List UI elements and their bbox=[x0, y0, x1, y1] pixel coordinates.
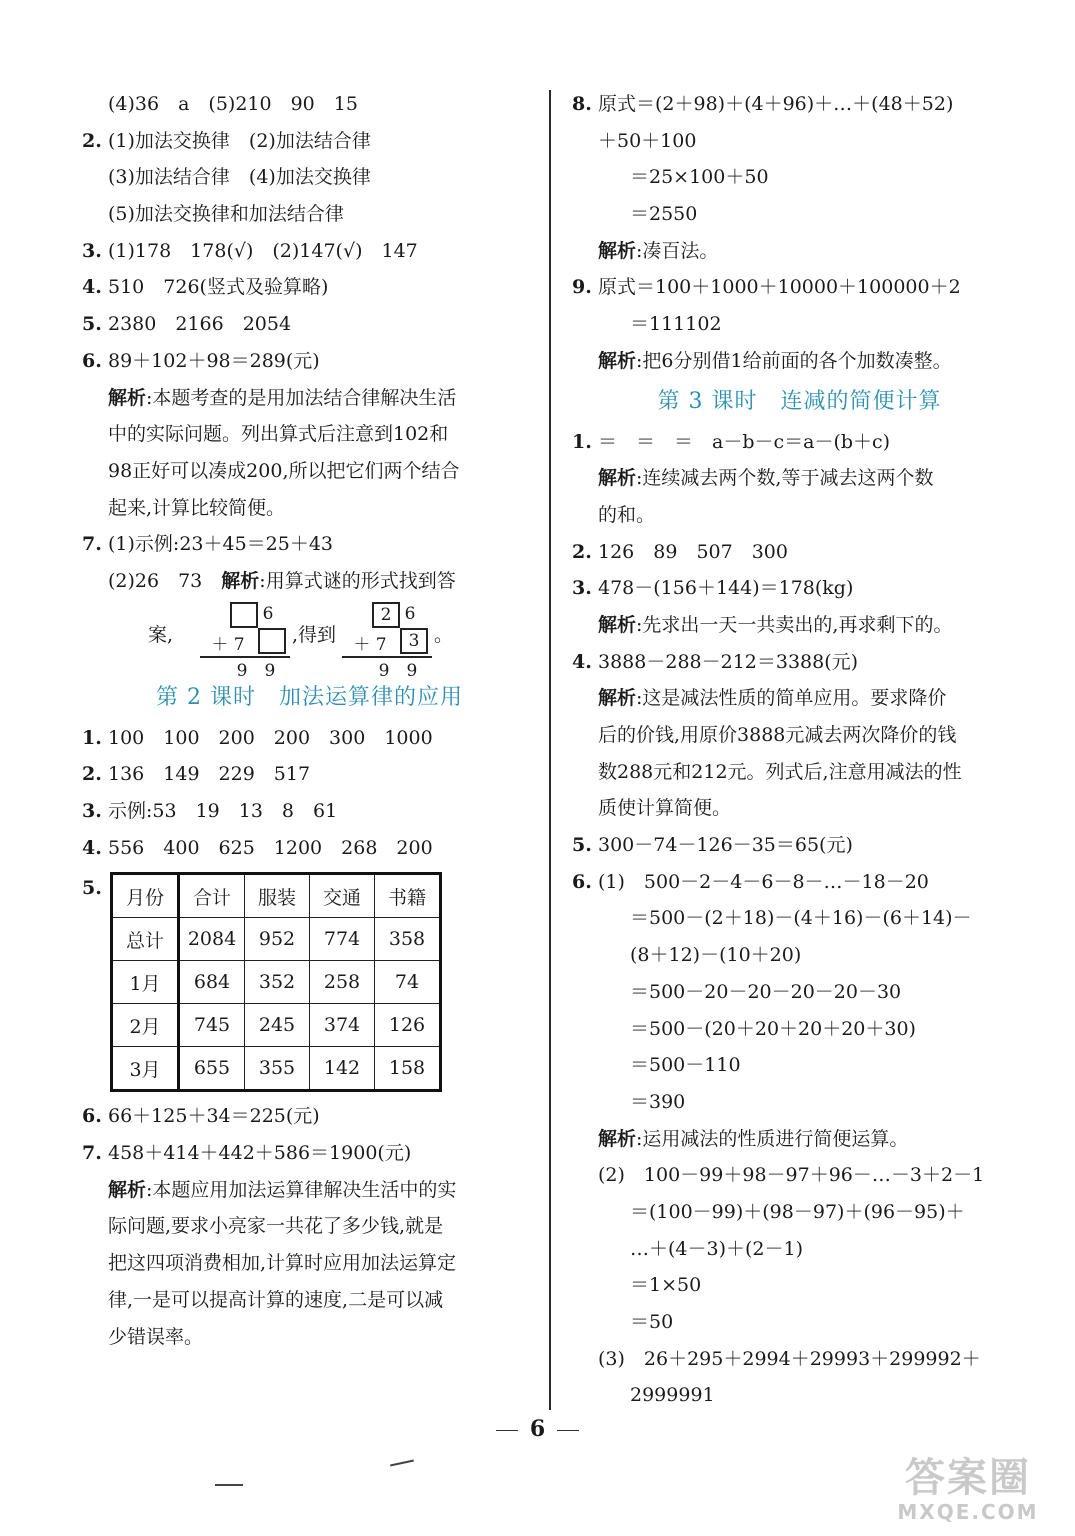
table-cell: 774 bbox=[310, 918, 375, 961]
question-number: 9. bbox=[572, 276, 592, 299]
answer-line bbox=[572, 754, 1027, 791]
table-cell: 952 bbox=[245, 918, 310, 961]
answer-line bbox=[82, 196, 537, 233]
answer-line bbox=[82, 306, 537, 343]
table-cell: 684 bbox=[179, 961, 245, 1004]
answer-line bbox=[572, 827, 1027, 864]
watermark-bottom: MXQE.COM bbox=[897, 1500, 1039, 1524]
stray-mark-2 bbox=[390, 1460, 414, 1467]
answer-line bbox=[82, 1319, 537, 1356]
answer-text: 解析:本题应用加法运算律解决生活中的实 bbox=[108, 1178, 457, 1201]
question-number: 3. bbox=[82, 239, 102, 262]
table-cell: 158 bbox=[375, 1047, 441, 1091]
answer-text: 解析:连续减去两个数,等于减去这两个数 bbox=[598, 467, 934, 490]
table-row bbox=[112, 1047, 441, 1091]
table-cell: 126 bbox=[375, 1004, 441, 1047]
answer-text: 原式＝(2＋98)＋(4＋96)＋…＋(48＋52) bbox=[598, 93, 954, 115]
vadd-plus-digit-2: ＋ 7 bbox=[353, 634, 387, 655]
answer-text: 126 89 507 300 bbox=[598, 540, 788, 563]
page-dash-left bbox=[496, 1430, 518, 1431]
table-cell: 258 bbox=[310, 961, 375, 1004]
answer-text: 解析:这是减法性质的简单应用。要求降价 bbox=[598, 687, 947, 710]
answer-text: 把这四项消费相加,计算时应用加法运算定 bbox=[108, 1252, 457, 1275]
right-answers-part2 bbox=[572, 424, 1027, 1415]
table-header-row bbox=[112, 874, 441, 918]
answer-line bbox=[572, 269, 1027, 306]
answer-text: 解析:把6分别借1给前面的各个加数凑整。 bbox=[598, 349, 952, 372]
answer-line bbox=[572, 196, 1027, 233]
vadd-middle: ,得到 bbox=[292, 623, 337, 646]
answer-text: ＝500－(20＋20＋20＋20＋30) bbox=[630, 1017, 916, 1040]
answer-text: 中的实际问题。列出算式后注意到102和 bbox=[108, 423, 449, 446]
watermark-logo bbox=[883, 1456, 1053, 1524]
answer-line bbox=[82, 563, 537, 600]
answer-line bbox=[82, 380, 537, 417]
question-number: 4. bbox=[82, 276, 102, 299]
vadd-top-digit-2: 6 bbox=[404, 603, 416, 624]
watermark-top: 答案圈 bbox=[905, 1455, 1031, 1501]
table-cell: 书籍 bbox=[375, 874, 441, 918]
answer-line bbox=[572, 1267, 1027, 1304]
answer-text: 少错误率。 bbox=[108, 1325, 204, 1348]
answer-text: (1)加法交换律 (2)加法结合律 bbox=[108, 129, 371, 152]
table-cell: 74 bbox=[375, 961, 441, 1004]
answer-text: 100 100 200 200 300 1000 bbox=[108, 726, 433, 749]
answer-text: 98正好可以凑成200,所以把它们两个结合 bbox=[108, 459, 460, 482]
answer-text: 际问题,要求小亮家一共花了多少钱,就是 bbox=[108, 1215, 444, 1238]
table-cell: 月份 bbox=[112, 874, 179, 918]
answer-line bbox=[82, 1172, 537, 1209]
question-number: 4. bbox=[82, 836, 102, 859]
answer-line bbox=[572, 1341, 1027, 1378]
vadd-result-2: 9 9 bbox=[378, 660, 418, 681]
answer-line bbox=[82, 86, 537, 123]
answer-line bbox=[82, 269, 537, 306]
answer-line bbox=[82, 490, 537, 527]
vadd-result: 9 9 bbox=[236, 660, 276, 681]
answer-line bbox=[572, 974, 1027, 1011]
answer-text: ＝500－(2＋18)－(4＋16)－(6＋14)－ bbox=[630, 907, 972, 930]
answer-line bbox=[572, 343, 1027, 380]
section-title-lesson2: 第 2 课时 加法运算律的应用 bbox=[156, 684, 463, 710]
stray-mark bbox=[215, 1484, 243, 1486]
answer-text: 律,一是可以提高计算的速度,二是可以减 bbox=[108, 1288, 444, 1311]
answer-text: 300－74－126－35＝65(元) bbox=[598, 834, 853, 857]
question-number: 8. bbox=[572, 93, 592, 115]
table-question-number: 5. bbox=[82, 877, 102, 900]
answer-line bbox=[572, 1377, 1027, 1414]
right-answers-part1 bbox=[572, 86, 1027, 380]
answer-text: (3) 26＋295＋2994＋29993＋299992＋ bbox=[598, 1347, 981, 1370]
answer-line bbox=[572, 159, 1027, 196]
answer-line bbox=[572, 607, 1027, 644]
answer-line bbox=[572, 864, 1027, 901]
question-number: 7. bbox=[82, 533, 102, 556]
answer-text: 478－(156＋144)＝178(kg) bbox=[598, 577, 854, 600]
column-divider bbox=[549, 90, 551, 1410]
answer-line bbox=[572, 1011, 1027, 1048]
answer-line bbox=[572, 424, 1027, 461]
answer-line bbox=[572, 534, 1027, 571]
answer-line bbox=[572, 644, 1027, 681]
answer-text: ＝25×100＋50 bbox=[630, 166, 769, 189]
table-row bbox=[112, 918, 441, 961]
question-number: 6. bbox=[82, 349, 102, 372]
answer-text: 解析:运用减法的性质进行简便运算。 bbox=[598, 1127, 909, 1150]
answer-text: 原式＝100＋1000＋10000＋100000＋2 bbox=[598, 276, 961, 299]
question-number: 4. bbox=[572, 650, 592, 673]
table-cell: 3月 bbox=[112, 1047, 179, 1091]
question-number: 1. bbox=[572, 430, 592, 453]
question-number: 1. bbox=[82, 726, 102, 749]
answer-text: 数288元和212元。列式后,注意用减法的性 bbox=[598, 760, 962, 783]
answer-line bbox=[82, 453, 537, 490]
answer-line bbox=[572, 1084, 1027, 1121]
left-answers-part2 bbox=[82, 720, 537, 867]
answer-line bbox=[82, 416, 537, 453]
answer-line bbox=[82, 1208, 537, 1245]
answer-line bbox=[82, 159, 537, 196]
answer-line bbox=[572, 937, 1027, 974]
answer-line bbox=[82, 343, 537, 380]
answer-text: ＝500－20－20－20－20－30 bbox=[630, 980, 902, 1003]
table-row bbox=[112, 961, 441, 1004]
question-number: 2. bbox=[82, 129, 102, 152]
answer-text: 的和。 bbox=[598, 503, 656, 526]
table-cell: 655 bbox=[179, 1047, 245, 1091]
answer-text: …＋(4－3)＋(2－1) bbox=[630, 1237, 804, 1260]
answer-line bbox=[82, 526, 537, 563]
table-cell: 交通 bbox=[310, 874, 375, 918]
answer-line bbox=[572, 717, 1027, 754]
question-number: 7. bbox=[82, 1142, 102, 1165]
question-number: 3. bbox=[572, 577, 592, 600]
answer-line bbox=[572, 1047, 1027, 1084]
answer-text: ＝390 bbox=[630, 1090, 686, 1113]
answer-line bbox=[572, 306, 1027, 343]
answer-text: (2) 100－99＋98－97＋96－…－3＋2－1 bbox=[598, 1164, 985, 1187]
vadd-suffix: 。 bbox=[434, 623, 454, 646]
answer-text: 510 726(竖式及验算略) bbox=[108, 276, 329, 299]
left-answers-part1 bbox=[82, 86, 537, 600]
left-column bbox=[82, 86, 537, 1355]
answer-line bbox=[82, 1282, 537, 1319]
page-dash-right bbox=[557, 1430, 579, 1431]
table-cell: 1月 bbox=[112, 961, 179, 1004]
answer-line bbox=[572, 123, 1027, 160]
answer-text: 示例:53 19 13 8 61 bbox=[108, 800, 338, 822]
answer-line bbox=[572, 86, 1027, 123]
answer-line bbox=[572, 460, 1027, 497]
answer-text: ＝111102 bbox=[630, 313, 722, 336]
vadd-top-digit: 6 bbox=[262, 603, 274, 624]
answer-text: 136 149 229 517 bbox=[108, 763, 311, 786]
answer-line bbox=[82, 1098, 537, 1135]
page-number bbox=[0, 1416, 1075, 1442]
vadd-prefix: 案, bbox=[148, 623, 174, 646]
answer-text: (1) 500－2－4－6－8－…－18－20 bbox=[598, 870, 929, 893]
table-cell: 合计 bbox=[179, 874, 245, 918]
answer-text: (1)示例:23＋45＝25＋43 bbox=[108, 533, 334, 556]
table-cell: 745 bbox=[179, 1004, 245, 1047]
answer-text: 起来,计算比较简便。 bbox=[108, 496, 286, 519]
answer-text: ＋50＋100 bbox=[598, 129, 697, 152]
question-number: 6. bbox=[572, 870, 592, 893]
answer-text: 质使计算简便。 bbox=[598, 797, 732, 820]
answer-text: 解析:先求出一天一共卖出的,再求剩下的。 bbox=[598, 613, 953, 636]
answer-text: (2)26 73 解析:用算式谜的形式找到答 bbox=[108, 569, 456, 592]
answer-line bbox=[572, 680, 1027, 717]
question-number: 3. bbox=[82, 800, 102, 822]
table-cell: 355 bbox=[245, 1047, 310, 1091]
answer-text: (8＋12)－(10＋20) bbox=[630, 944, 802, 967]
empty-box-top bbox=[230, 602, 258, 628]
answer-line bbox=[82, 123, 537, 160]
table-cell: 352 bbox=[245, 961, 310, 1004]
answer-line bbox=[572, 233, 1027, 270]
answer-line bbox=[572, 497, 1027, 534]
answer-text: ＝50 bbox=[630, 1311, 674, 1333]
expense-table bbox=[110, 872, 442, 1092]
table-row bbox=[112, 1004, 441, 1047]
right-column bbox=[572, 86, 1027, 1414]
answer-line bbox=[572, 1121, 1027, 1158]
answer-text: 458＋414＋442＋586＝1900(元) bbox=[108, 1142, 412, 1165]
answer-line bbox=[572, 1157, 1027, 1194]
answer-text: 3888－288－212＝3388(元) bbox=[598, 650, 859, 673]
answer-line bbox=[572, 790, 1027, 827]
section-title-lesson3: 第 3 课时 连减的简便计算 bbox=[657, 388, 942, 414]
answer-line bbox=[572, 570, 1027, 607]
answer-text: 66＋125＋34＝225(元) bbox=[108, 1105, 320, 1128]
page-number-text: 6 bbox=[529, 1416, 546, 1442]
answer-text: 556 400 625 1200 268 200 bbox=[108, 836, 433, 859]
table-cell: 2月 bbox=[112, 1004, 179, 1047]
answer-text: ＝2550 bbox=[630, 203, 698, 226]
table-cell: 142 bbox=[310, 1047, 375, 1091]
table-cell: 358 bbox=[375, 918, 441, 961]
table-cell: 总计 bbox=[112, 918, 179, 961]
table-cell: 245 bbox=[245, 1004, 310, 1047]
table-cell: 2084 bbox=[179, 918, 245, 961]
question-number: 5. bbox=[82, 313, 102, 336]
vadd-plus-digit: ＋ 7 bbox=[211, 634, 245, 655]
answer-text: (4)36 a (5)210 90 15 bbox=[108, 93, 358, 115]
answer-line bbox=[572, 900, 1027, 937]
answer-text: ＝500－110 bbox=[630, 1054, 741, 1077]
answer-text: 2999991 bbox=[630, 1384, 715, 1407]
answer-text: 解析:本题考查的是用加法结合律解决生活 bbox=[108, 386, 457, 409]
answer-line bbox=[82, 1245, 537, 1282]
expense-table-block bbox=[82, 872, 537, 1092]
answer-line bbox=[82, 830, 537, 867]
question-number: 5. bbox=[572, 834, 592, 857]
answer-text: ＝1×50 bbox=[630, 1274, 702, 1297]
answer-text: (3)加法结合律 (4)加法交换律 bbox=[108, 166, 371, 189]
table-cell: 374 bbox=[310, 1004, 375, 1047]
answer-text: ＝ ＝ ＝ a－b－c＝a－(b＋c) bbox=[598, 430, 891, 453]
answer-text: 解析:凑百法。 bbox=[598, 239, 719, 262]
left-answers-part3 bbox=[82, 1098, 537, 1355]
vertical-addition-puzzle bbox=[108, 600, 537, 681]
answer-text: 后的价钱,用原价3888元减去两次降价的钱 bbox=[598, 724, 957, 746]
answer-text: 2380 2166 2054 bbox=[108, 313, 292, 336]
table-cell: 服装 bbox=[245, 874, 310, 918]
answer-line bbox=[82, 793, 537, 830]
filled-box-top: 2 bbox=[372, 602, 400, 628]
answer-line bbox=[82, 756, 537, 793]
answer-line bbox=[82, 720, 537, 757]
answer-text: (5)加法交换律和加法结合律 bbox=[108, 203, 344, 226]
question-number: 6. bbox=[82, 1105, 102, 1128]
answer-line bbox=[82, 1135, 537, 1172]
answer-text: 89＋102＋98＝289(元) bbox=[108, 349, 320, 372]
filled-box-bottom: 3 bbox=[400, 628, 428, 654]
empty-box-bottom bbox=[258, 628, 286, 654]
question-number: 2. bbox=[82, 763, 102, 786]
answer-line bbox=[572, 1231, 1027, 1268]
answer-line bbox=[572, 1194, 1027, 1231]
question-number: 2. bbox=[572, 540, 592, 563]
answer-text: ＝(100－99)＋(98－97)＋(96－95)＋ bbox=[630, 1200, 965, 1223]
answer-text: (1)178 178(√) (2)147(√) 147 bbox=[108, 239, 418, 262]
answer-line bbox=[572, 1304, 1027, 1341]
answer-line bbox=[82, 233, 537, 270]
